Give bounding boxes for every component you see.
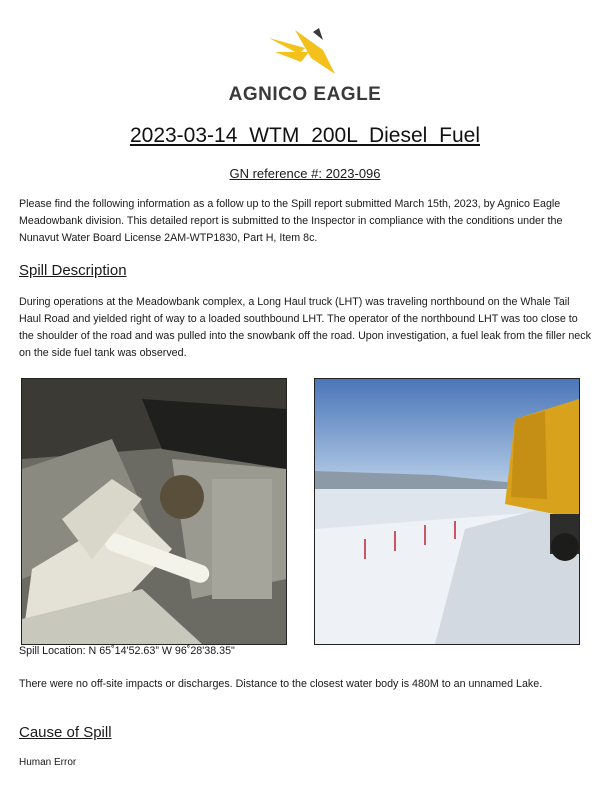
truck-snowbank-photo	[314, 378, 580, 645]
truck-in-snowbank-photo-icon	[315, 379, 579, 644]
cause-text: Human Error	[19, 757, 77, 768]
eagle-logo-icon	[265, 22, 345, 78]
spill-description-paragraph: During operations at the Meadowbank complex, a Long Haul truck (LHT) was traveling northbound on the Whale Tail Haul Road and yielded right of way to a loaded southbound LHT. The operator of the northbound LHT was too close to the shoulder of the road and was pulled into the snowbank off the road. Upon investigation, a fuel leak from the filler neck on the side fuel tank was observed.	[19, 296, 591, 359]
gn-reference: GN reference #: 2023-096	[229, 166, 381, 181]
logo-text: AGNICO EAGLE	[228, 84, 382, 105]
intro-paragraph: Please find the following information as a follow up to the Spill report submitted March 15th, 2023, by Agnico Eagle Meadowbank division. This detailed report is submitted to the Inspector in compliance with the conditions under the Nunavut Water Board License 2AM-WTP1830, Part H, Item 8c.	[19, 198, 563, 244]
spill-location: Spill Location: N 65˚14'52.63” W 96˚28'38.35"	[19, 645, 235, 657]
spill-description-heading: Spill Description	[19, 262, 127, 279]
cause-heading: Cause of Spill	[19, 724, 112, 741]
fuel-tank-absorbent-pads-photo-icon	[22, 379, 286, 644]
fuel-tank-photo	[21, 378, 287, 645]
page-title: 2023-03-14 WTM 200L Diesel Fuel	[129, 124, 481, 147]
logo	[0, 22, 610, 78]
impacts-paragraph: There were no off-site impacts or discharges. Distance to the closest water body is 480M to an unnamed Lake.	[19, 678, 543, 690]
